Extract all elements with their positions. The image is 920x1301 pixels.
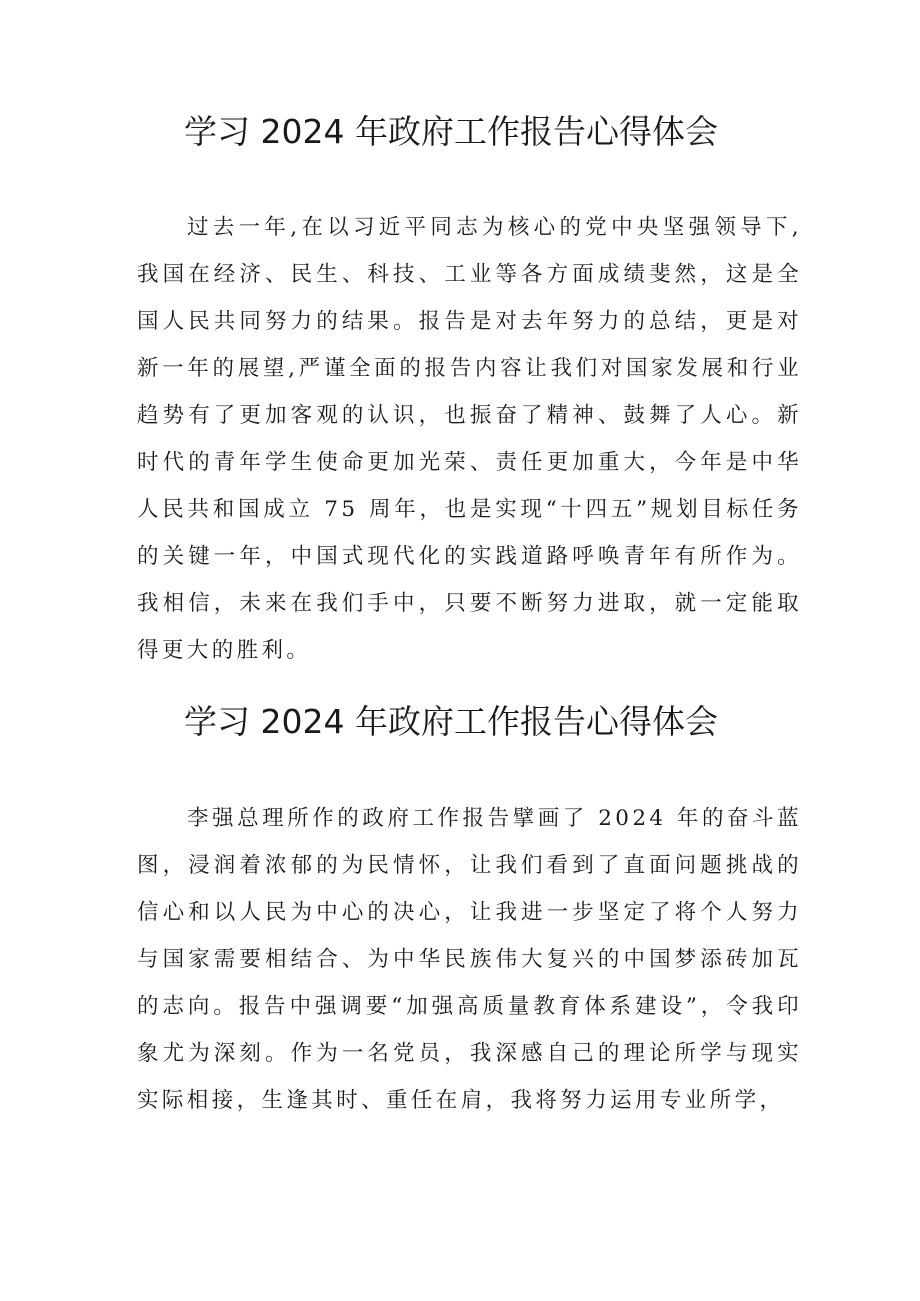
section-paragraph-1: 过去一年,在以习近平同志为核心的党中央坚强领导下,我国在经济、民生、科技、工业等各方面成绩斐然，这是全国人民共同努力的结果。报告是对去年努力的总结，更是对新一年的展望,严谨全面的报告内容让我们对国家发展和行业趋势有了更加客观的认识，也振奋了精神、鼓舞了人心。新时代的青年学生使命更加光荣、责任更加重大，今年是中华人民共和国成立 75 周年，也是实现“十四五”规划目标任务的关键一年，中国式现代化的实践道路呼唤青年有所作为。我相信，未来在我们手中，只要不断努力进取，就一定能取得更大的胜利。 bbox=[137, 215, 802, 663]
section-paragraph-2: 李强总理所作的政府工作报告擘画了 2024 年的奋斗蓝图，浸润着浓郁的为民情怀，让我们看到了直面问题挑战的信心和以人民为中心的决心，让我进一步坚定了将个人努力与国家需要相结合、为中华民族伟大复兴的中国梦添砖加瓦的志向。报告中强调要“加强高质量教育体系建设”，令我印象尤为深刻。作为一名党员，我深感自己的理论所学与现实实际相接，生逢其时、重任在肩，我将努力运用专业所学， bbox=[137, 806, 802, 1113]
section-title-1: 学习 2024 年政府工作报告心得体会 bbox=[184, 112, 718, 151]
section-title-2: 学习 2024 年政府工作报告心得体会 bbox=[184, 702, 718, 741]
